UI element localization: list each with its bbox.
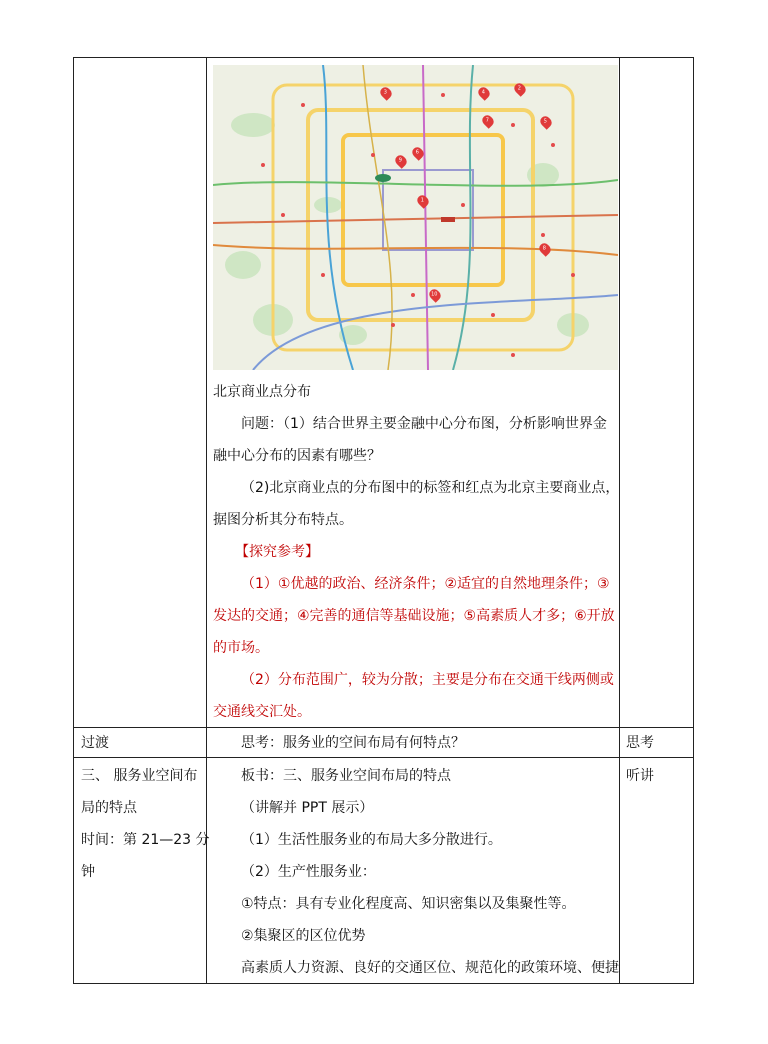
lesson-plan-table — [73, 57, 694, 984]
column-divider-2 — [619, 57, 620, 984]
map-pin-6: 6 — [410, 145, 426, 161]
question-1-part-a: （1）结合世界主要金融中心分布图，分析影响世界金 — [283, 416, 607, 432]
question-label: 问题： — [241, 416, 283, 432]
reference-title: 【探究参考】 — [235, 544, 319, 560]
answer-2-line-b: 交通线交汇处。 — [213, 704, 311, 720]
map-pin-2: 2 — [512, 81, 528, 97]
board-title: 板书：三、服务业空间布局的特点 — [241, 768, 451, 784]
map-pin-10: 10 — [427, 287, 443, 303]
point-2: （2）生产性服务业： — [241, 864, 376, 880]
answer-1-line-a: （1）①优越的政治、经济条件；②适宜的自然地理条件；③ — [241, 576, 610, 592]
explanation-note: （讲解并 PPT 展示） — [241, 800, 374, 816]
student-activity-listen: 听讲 — [626, 768, 654, 784]
question-2-part-a: （2)北京商业点的分布图中的标签和红点为北京主要商业点， — [241, 480, 620, 496]
map-pin-4: 4 — [476, 85, 492, 101]
point-2-feature: ①特点：具有专业化程度高、知识密集以及集聚性等。 — [241, 896, 576, 912]
table-left-border — [73, 57, 74, 984]
map-caption: 北京商业点分布 — [213, 384, 311, 400]
transition-question: 思考：服务业的空间布局有何特点？ — [241, 735, 465, 751]
answer-1-line-b: 发达的交通；④完善的通信等基础设施；⑤高素质人才多；⑥开放 — [213, 608, 615, 624]
map-pin-8: 8 — [537, 241, 553, 257]
answer-1-line-c: 的市场。 — [213, 640, 269, 656]
map-pin-7: 7 — [480, 113, 496, 129]
map-pin-9: 9 — [393, 153, 409, 169]
point-1: （1）生活性服务业的布局大多分散进行。 — [241, 832, 502, 848]
question-2-part-b: 据图分析其分布特点。 — [213, 512, 353, 528]
question-line-1 — [241, 408, 607, 440]
section-time-unit: 钟 — [81, 864, 95, 880]
transition-label: 过渡 — [81, 735, 109, 751]
table-top-border — [73, 57, 694, 58]
map-pin-3: 3 — [378, 85, 394, 101]
section-time: 时间：第 21—23 分 — [81, 832, 210, 848]
section-title-line-1: 三、 服务业空间布 — [81, 768, 198, 784]
point-2-advantage-title: ②集聚区的区位优势 — [241, 928, 366, 944]
table-right-border — [693, 57, 694, 984]
section-title-line-2: 局的特点 — [81, 800, 137, 816]
map-pin-5: 5 — [538, 114, 554, 130]
point-2-advantage-text: 高素质人力资源、良好的交通区位、规范化的政策环境、便捷 — [241, 960, 619, 976]
answer-2-line-a: （2）分布范围广，较为分散；主要是分布在交通干线两侧或 — [241, 672, 614, 688]
question-1-part-b: 融中心分布的因素有哪些？ — [213, 448, 381, 464]
map-pin-1: 1 — [415, 193, 431, 209]
map-graphic — [213, 65, 618, 370]
transition-student-activity: 思考 — [626, 735, 654, 751]
beijing-commercial-map — [213, 65, 618, 370]
